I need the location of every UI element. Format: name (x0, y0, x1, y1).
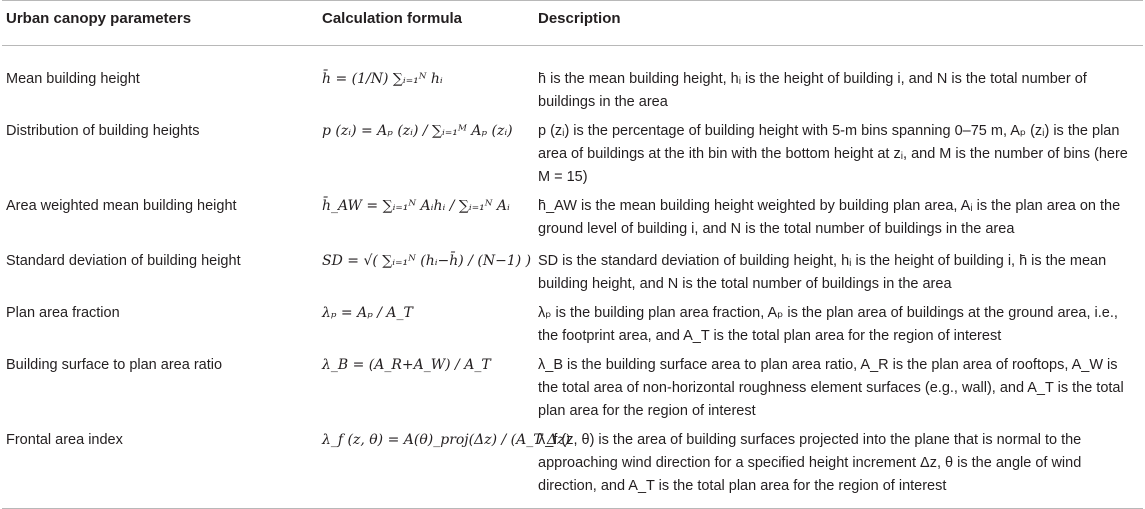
desc-cell: λ_f (z, θ) is the area of building surfaces projected into the plane that is normal to the approaching wind direction for a specified height increment Δz, θ is the angle of wind direction, and A_T is the total plan area for the region of interest (534, 423, 1143, 509)
table-row (2, 46, 1143, 115)
formula-cell: SD = √( ∑ᵢ₌₁ᴺ (hᵢ−h̄) / (N−1) ) (322, 253, 532, 269)
table-row (2, 114, 1143, 189)
table-row (2, 423, 1143, 509)
formula-cell: h̄_AW = ∑ᵢ₌₁ᴺ Aᵢhᵢ / ∑ᵢ₌₁ᴺ Aᵢ (322, 198, 510, 214)
desc-cell: h̄_AW is the mean building height weighted by building plan area, Aᵢ is the plan area on the ground level of building i, and N is the total number of buildings in the area (538, 198, 1121, 237)
desc-cell: p (zᵢ) is the percentage of building height with 5-m bins spanning 0–75 m, Aₚ (zᵢ) is the plan area of buildings at the ith bin with the bottom height at zᵢ, and M is the number of bins (here M = 15) (538, 123, 1128, 185)
desc-cell: λₚ is the building plan area fraction, Aₚ is the plan area of buildings at the ground area, i.e., the footprint area, and A_T is the total plan area for the region of interest (538, 305, 1118, 344)
param-cell: Frontal area index (2, 423, 318, 509)
table-row (2, 189, 1143, 241)
table-row (2, 348, 1143, 423)
formula-cell: h̄ = (1/N) ∑ᵢ₌₁ᴺ hᵢ (322, 71, 443, 87)
param-cell: Distribution of building heights (6, 123, 200, 139)
formula-cell: λₚ = Aₚ / A_T (322, 305, 413, 321)
header-desc: Description (534, 1, 1143, 46)
param-cell: Mean building height (6, 71, 140, 87)
header-row (2, 1, 1143, 46)
header-formula: Calculation formula (318, 1, 534, 46)
table-row (2, 241, 1143, 296)
param-cell: Area weighted mean building height (6, 198, 237, 214)
header-param: Urban canopy parameters (2, 1, 318, 46)
desc-cell: h̄ is the mean building height, hᵢ is the height of building i, and N is the total number of buildings in the area (538, 71, 1087, 110)
desc-cell: SD is the standard deviation of building height, hᵢ is the height of building i, h̄ is the mean building height, and N is the total number of buildings in the area (538, 253, 1107, 292)
param-cell: Building surface to plan area ratio (6, 357, 223, 373)
param-cell: Plan area fraction (6, 305, 120, 321)
param-cell: Standard deviation of building height (6, 253, 241, 269)
urban-canopy-table (2, 0, 1143, 509)
formula-cell: λ_f (z, θ) = A(θ)_proj(Δz) / (A_T Δz) (318, 423, 534, 509)
table-row (2, 296, 1143, 348)
formula-cell: p (zᵢ) = Aₚ (zᵢ) / ∑ᵢ₌₁ᴹ Aₚ (zᵢ) (322, 123, 513, 139)
desc-cell: λ_B is the building surface area to plan area ratio, A_R is the plan area of rooftops, A_W is the total area of non-horizontal roughness element surfaces (e.g., wall), and A_T is the total plan area for the region of interest (538, 357, 1124, 419)
formula-cell: λ_B = (A_R+A_W) / A_T (322, 357, 491, 373)
